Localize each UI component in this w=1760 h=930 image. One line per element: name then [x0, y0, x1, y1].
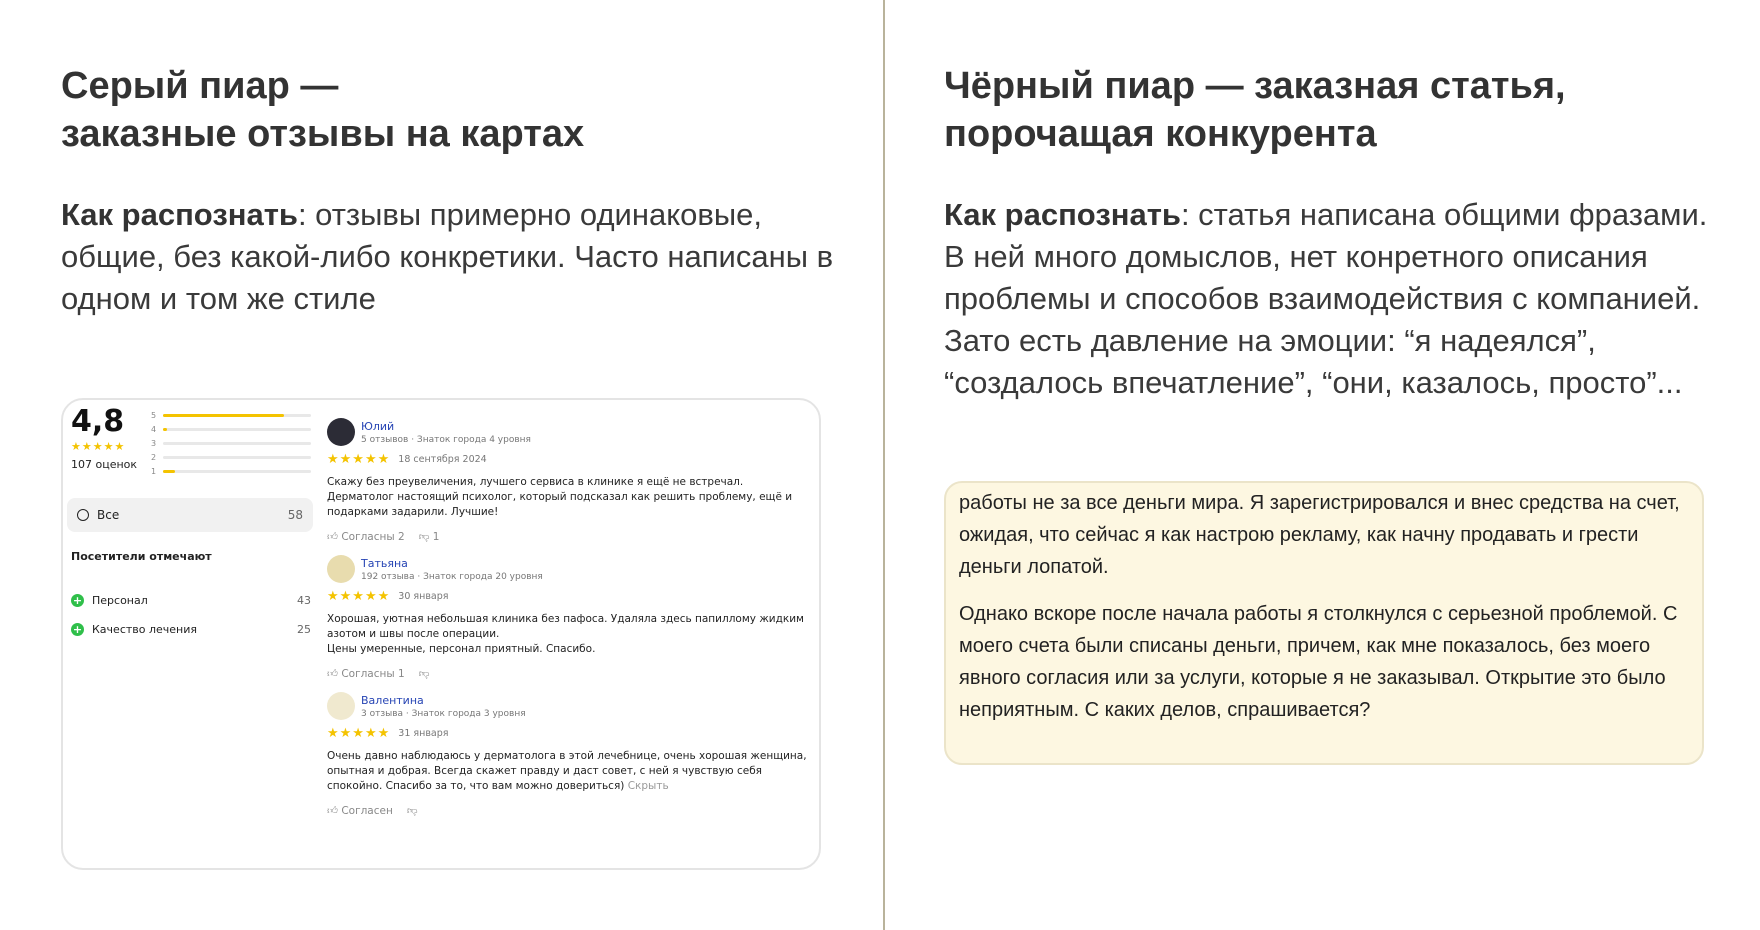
grey-pr-title: Серый пиар — заказные отзывы на картах [61, 65, 585, 155]
recognize-label: Как распознать [61, 197, 298, 232]
grey-pr-description [61, 194, 841, 320]
rating-value: 4,8 [71, 404, 125, 439]
black-pr-description [944, 194, 1724, 404]
reviewer-meta: 192 отзыва · Знаток города 20 уровня [361, 571, 543, 582]
reviewer-name[interactable]: Юлий [361, 419, 395, 433]
recognize-label: Как распознать [944, 197, 1181, 232]
reviewer-meta: 3 отзыва · Знаток города 3 уровня [361, 708, 526, 719]
agree-button[interactable]: 👍︎ Согласны 2 [327, 531, 405, 543]
thumb-up-icon: 👍︎ [327, 805, 342, 817]
rating-bar: 4 [151, 422, 311, 436]
chat-bubble-icon [77, 509, 89, 521]
avatar [327, 418, 355, 446]
review-stars: ★★★★★ [327, 726, 391, 741]
agree-button[interactable]: 👍︎ Согласны 1 [327, 668, 405, 680]
reviewer-name[interactable]: Валентина [361, 693, 424, 707]
thumb-up-icon: 👍︎ [327, 531, 342, 543]
recognize-text: : отзывы примерно одинаковые, общие, без какой-либо конкретики. Часто написаны в одном и том же стиле [61, 197, 834, 316]
avatar [327, 555, 355, 583]
disagree-button[interactable] [407, 804, 418, 817]
thumb-down-icon: 👎︎ [418, 668, 430, 680]
rating-bar: 5 [151, 408, 311, 422]
thumb-down-icon: 👎︎ [406, 805, 418, 817]
rating-bar: 2 [151, 450, 311, 464]
review-item [327, 555, 813, 680]
thumb-down-icon: 👎︎ [418, 531, 433, 543]
review-date: 30 января [398, 591, 449, 602]
visitors-note-heading: Посетители отмечают [71, 550, 212, 563]
review-item [327, 692, 813, 817]
review-date: 18 сентября 2024 [398, 454, 487, 465]
recognize-text: : статья написана общими фразами. В ней много домыслов, нет конретного описания проблемы и способов взаимодействия с компанией. Зато есть давление на эмоции: “я надеялся”, “создалось впечатление”, “они, казалось, просто”... [944, 197, 1708, 400]
rating-count: 107 оценок [71, 458, 138, 471]
review-stars: ★★★★★ [327, 589, 391, 604]
review-text: Скажу без преувеличения, лучшего сервиса в клинике я ещё не встречал. Дерматолог настоящий психолог, который подсказал как решить проблему, ещё и подарками задарили. Лучшие! [327, 476, 793, 518]
reviewer-meta: 5 отзывов · Знаток города 4 уровня [361, 434, 531, 445]
plus-icon: + [72, 623, 83, 636]
reviewer-name[interactable]: Татьяна [361, 556, 408, 570]
tag-treatment-quality[interactable]: + Качество лечения 25 [72, 623, 311, 636]
avatar [327, 692, 355, 720]
thumb-up-icon: 👍︎ [327, 668, 342, 680]
rating-bar: 3 [151, 436, 311, 450]
black-pr-section [944, 62, 1724, 404]
black-pr-title: Чёрный пиар — заказная статья, порочащая конкурента [944, 65, 1566, 155]
hide-link[interactable]: Скрыть [627, 780, 669, 792]
agree-button[interactable]: 👍︎ Согласен [327, 805, 393, 817]
plus-icon: + [72, 594, 83, 607]
article-paragraph: работы не за все деньги мира. Я зарегистрировался и внес средства на счет, ожидая, что сейчас я как настрою рекламу, как начну продавать и грести деньги лопатой. [959, 492, 1680, 578]
article-quote-card [944, 481, 1704, 765]
reviews-screenshot-card [61, 398, 821, 870]
tag-staff[interactable]: + Персонал 43 [72, 594, 311, 607]
disagree-button[interactable] [419, 667, 430, 680]
column-divider [883, 0, 885, 930]
all-reviews-filter[interactable]: Все 58 [67, 498, 313, 532]
review-item [327, 418, 813, 543]
review-text: Хорошая, уютная небольшая клиника без пафоса. Удаляла здесь папиллому жидким азотом и швы после операции. Цены умеренные, персонал приятный. Спасибо. [327, 613, 804, 655]
rating-stars: ★★★★★ [71, 440, 126, 453]
article-paragraph: Однако вскоре после начала работы я столкнулся с серьезной проблемой. С моего счета были списаны деньги, причем, как мне показалось, без моего явного согласия или за услуги, которые я не заказывал. Открытие это было неприятным. С каких делов, спрашивается? [959, 603, 1678, 721]
review-text: Очень давно наблюдаюсь у дерматолога в этой лечебнице, очень хорошая женщина, опытная и добрая. Всегда скажет правду и даст совет, с ней я чувствую себя спокойно. Спасибо за то, что вам можно довериться) Скрыть [327, 750, 807, 792]
disagree-button[interactable]: 👎︎ 1 [418, 531, 440, 543]
review-date: 31 января [398, 728, 449, 739]
grey-pr-section [61, 62, 841, 320]
rating-bar: 1 [151, 464, 311, 478]
rating-distribution [151, 408, 311, 478]
review-stars: ★★★★★ [327, 452, 391, 467]
